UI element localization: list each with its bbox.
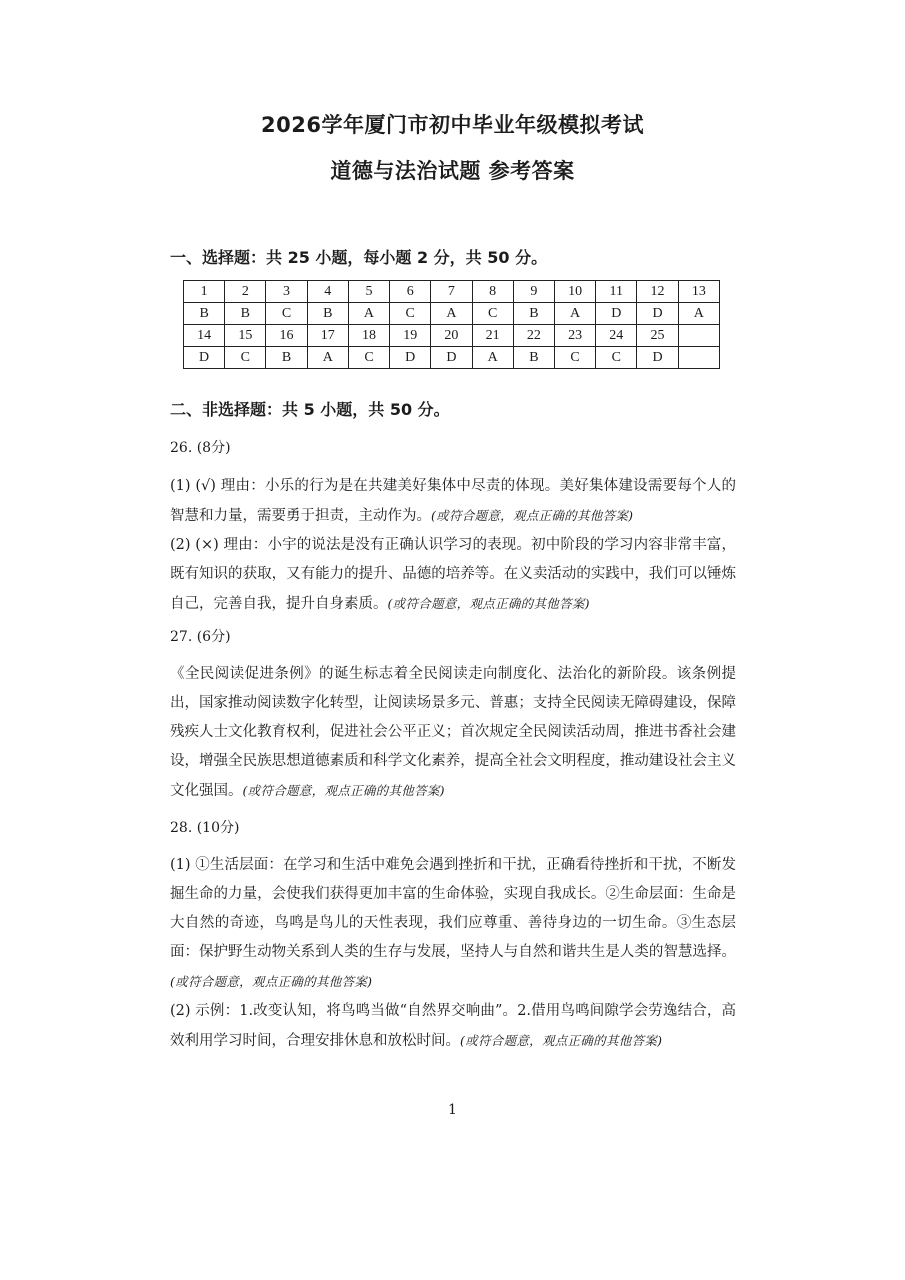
question-number-cell: 19 <box>390 325 431 347</box>
answer-cell: C <box>472 303 513 325</box>
answer-cell: D <box>637 303 678 325</box>
q26-part1-text: (1) (√) 理由：小乐的行为是在共建美好集体中尽责的体现。美好集体建设需要每个人的智慧和力量，需要勇于担责，主动作为。 <box>170 478 736 524</box>
question-number-row <box>184 325 720 347</box>
question-number-cell: 21 <box>472 325 513 347</box>
answer-cell: D <box>637 347 678 369</box>
answer-cell: D <box>390 347 431 369</box>
question-number-cell: 7 <box>431 281 472 303</box>
page-number: 1 <box>448 1102 457 1118</box>
question-number-cell: 1 <box>184 281 225 303</box>
question-number-cell: 8 <box>472 281 513 303</box>
answer-row <box>184 347 720 369</box>
answer-cell: B <box>513 303 554 325</box>
answer-cell: A <box>678 303 719 325</box>
q26-part1 <box>170 472 736 531</box>
answer-cell: C <box>348 347 389 369</box>
answer-cell: B <box>513 347 554 369</box>
q28-part1-text: (1) ①生活层面：在学习和生活中难免会遇到挫折和干扰，正确看待挫折和干扰，不断发掘生命的力量，会使我们获得更加丰富的生命体验，实现自我成长。②生命层面：生命是大自然的奇迹，鸟鸣是鸟儿的天性表现，我们应尊重、善待身边的一切生命。③生态层面：保护野生动物关系到人类的生存与发展，坚持人与自然和谐共生是人类的智慧选择。 <box>170 857 736 960</box>
answer-cell: B <box>184 303 225 325</box>
answer-cell: A <box>472 347 513 369</box>
q28-part1-note: (或符合题意，观点正确的其他答案) <box>170 974 373 989</box>
q26-label: 26. (8分) <box>170 440 231 456</box>
question-number-cell: 5 <box>348 281 389 303</box>
question-number-cell: 17 <box>307 325 348 347</box>
q27-label: 27. (6分) <box>170 629 231 645</box>
q28-part2-text: (2) 示例：1.改变认知，将鸟鸣当做“自然界交响曲”。2.借用鸟鸣间隙学会劳逸结合，高效利用学习时间，合理安排休息和放松时间。 <box>170 1003 736 1049</box>
answer-cell: B <box>307 303 348 325</box>
answer-cell: C <box>225 347 266 369</box>
question-number-cell: 25 <box>637 325 678 347</box>
exam-title: 2026学年厦门市初中毕业年级模拟考试 <box>261 113 644 137</box>
question-number-row <box>184 281 720 303</box>
question-number-cell: 24 <box>596 325 637 347</box>
answer-cell: D <box>431 347 472 369</box>
question-number-cell <box>678 325 719 347</box>
question-number-cell: 14 <box>184 325 225 347</box>
q26-part2-text: (2) (×) 理由：小宇的说法是没有正确认识学习的表现。初中阶段的学习内容非常丰富，既有知识的获取，又有能力的提升、品德的培养等。在义卖活动的实践中，我们可以锤炼自己，完善自我，提升自身素质。 <box>170 537 736 612</box>
q26-part2 <box>170 531 736 619</box>
question-number-cell: 16 <box>266 325 307 347</box>
question-number-cell: 18 <box>348 325 389 347</box>
answer-cell: C <box>596 347 637 369</box>
question-number-cell: 20 <box>431 325 472 347</box>
answer-row <box>184 303 720 325</box>
answer-cell: D <box>596 303 637 325</box>
q26-answer <box>170 472 736 619</box>
q27-answer <box>170 660 736 806</box>
question-number-cell: 3 <box>266 281 307 303</box>
answer-cell: D <box>184 347 225 369</box>
q28-part2 <box>170 997 736 1056</box>
q28-label: 28. (10分) <box>170 820 240 836</box>
answer-cell <box>678 347 719 369</box>
question-number-cell: 11 <box>596 281 637 303</box>
q26-part1-note: (或符合题意，观点正确的其他答案) <box>431 508 634 523</box>
section2-heading: 二、非选择题：共 5 小题，共 50 分。 <box>170 400 450 419</box>
question-number-cell: 12 <box>637 281 678 303</box>
question-number-cell: 13 <box>678 281 719 303</box>
exam-subtitle: 道德与法治试题 参考答案 <box>330 159 575 183</box>
question-number-cell: 15 <box>225 325 266 347</box>
q27-part1-text: 《全民阅读促进条例》的诞生标志着全民阅读走向制度化、法治化的新阶段。该条例提出，国家推动阅读数字化转型，让阅读场景多元、普惠；支持全民阅读无障碍建设，保障残疾人士文化教育权利，促进社会公平正义；首次规定全民阅读活动周，推进书香社会建设，增强全民族思想道德素质和科学文化素养，提高全社会文明程度，推动建设社会主义文化强国。 <box>170 666 736 799</box>
title-block <box>0 112 905 184</box>
answer-cell: A <box>348 303 389 325</box>
answer-cell: C <box>554 347 595 369</box>
answer-cell: B <box>266 347 307 369</box>
q26-part2-note: (或符合题意，观点正确的其他答案) <box>387 596 590 611</box>
q28-answer <box>170 851 736 1056</box>
q27-part1 <box>170 660 736 806</box>
question-number-cell: 6 <box>390 281 431 303</box>
question-number-cell: 9 <box>513 281 554 303</box>
answer-cell: C <box>266 303 307 325</box>
answer-table <box>183 280 720 369</box>
answer-cell: B <box>225 303 266 325</box>
answer-cell: A <box>554 303 595 325</box>
question-number-cell: 10 <box>554 281 595 303</box>
answer-cell: A <box>307 347 348 369</box>
question-number-cell: 4 <box>307 281 348 303</box>
answer-cell: C <box>390 303 431 325</box>
question-number-cell: 23 <box>554 325 595 347</box>
question-number-cell: 22 <box>513 325 554 347</box>
q28-part2-note: (或符合题意，观点正确的其他答案) <box>460 1033 663 1048</box>
section1-heading: 一、选择题：共 25 小题，每小题 2 分，共 50 分。 <box>170 248 548 267</box>
answer-cell: A <box>431 303 472 325</box>
q28-part1 <box>170 851 736 997</box>
q27-part1-note: (或符合题意，观点正确的其他答案) <box>242 783 445 798</box>
question-number-cell: 2 <box>225 281 266 303</box>
